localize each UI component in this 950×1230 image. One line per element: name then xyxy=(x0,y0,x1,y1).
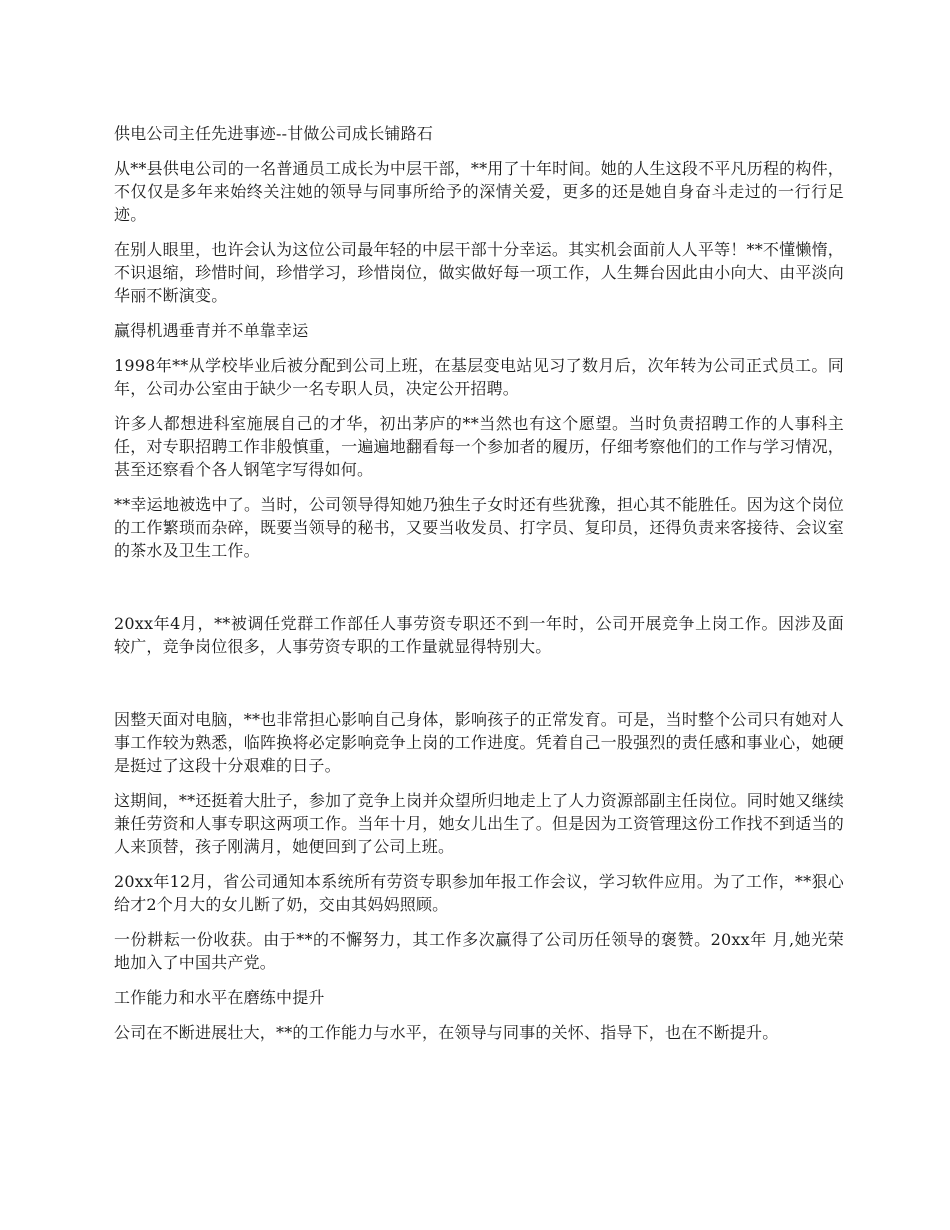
document-title: 供电公司主任先进事迹--甘做公司成长铺路石 xyxy=(114,124,434,143)
paragraph-2: 在别人眼里，也许会认为这位公司最年轻的中层干部十分幸运。其实机会面前人人平等！**不懂懒惰，不识退缩，珍惜时间，珍惜学习，珍惜岗位，做实做好每一项工作，人生舞台因此由小向大、由平淡向华丽不断演变。 xyxy=(114,240,844,305)
paragraph-6: 20xx年4月，**被调任党群工作部任人事劳资专职还不到一年时，公司开展竞争上岗工作。因涉及面较广，竞争岗位很多，人事劳资专职的工作量就显得特别大。 xyxy=(114,614,844,656)
paragraph-10: 一份耕耘一份收获。由于**的不懈努力，其工作多次赢得了公司历任领导的褒赞。20xx年 月,她光荣地加入了中国共产党。 xyxy=(114,930,844,972)
section-heading-2: 工作能力和水平在磨练中提升 xyxy=(114,988,325,1007)
paragraph-8: 这期间，**还挺着大肚子，参加了竞争上岗并众望所归地走上了人力资源部副主任岗位。同时她又继续兼任劳资和人事专职这两项工作。当年十月，她女儿出生了。但是因为工资管理这份工作找不到适当的人来顶替，孩子刚满月，她便回到了公司上班。 xyxy=(114,791,844,856)
blank-gap xyxy=(114,574,844,612)
blank-gap xyxy=(114,670,844,708)
paragraph-11: 公司在不断进展壮大，**的工作能力与水平，在领导与同事的关怀、指导下，也在不断提升。 xyxy=(114,1023,779,1042)
paragraph-1: 从**县供电公司的一名普通员工成长为中层干部，**用了十年时间。她的人生这段不平凡历程的构件，不仅仅是多年来始终关注她的领导与同事所给予的深情关爱，更多的还是她自身奋斗走过的一行行足迹。 xyxy=(114,159,844,224)
section-heading-1: 赢得机遇垂青并不单靠幸运 xyxy=(114,321,309,340)
paragraph-4: 许多人都想进科室施展自己的才华，初出茅庐的**当然也有这个愿望。当时负责招聘工作的人事科主任，对专职招聘工作非般慎重，一遍遍地翻看每一个参加者的履历，仔细考察他们的工作与学习情况，甚至还察看个各人钢笔字写得如何。 xyxy=(114,414,844,479)
document-body xyxy=(114,122,844,1056)
paragraph-5: **幸运地被选中了。当时，公司领导得知她乃独生子女时还有些犹豫，担心其不能胜任。因为这个岗位的工作繁琐而杂碎，既要当领导的秘书，又要当收发员、打字员、复印员，还得负责来客接待、会议室的茶水及卫生工作。 xyxy=(114,495,844,560)
paragraph-7: 因整天面对电脑，**也非常担心影响自己身体，影响孩子的正常发育。可是，当时整个公司只有她对人事工作较为熟悉，临阵换将必定影响竞争上岗的工作进度。凭着自己一股强烈的责任感和事业心，她硬是挺过了这段十分艰难的日子。 xyxy=(114,710,844,775)
paragraph-9: 20xx年12月，省公司通知本系统所有劳资专职参加年报工作会议，学习软件应用。为了工作，**狠心给才2个月大的女儿断了奶，交由其妈妈照顾。 xyxy=(114,872,844,914)
paragraph-3: 1998年**从学校毕业后被分配到公司上班，在基层变电站见习了数月后，次年转为公司正式员工。同年，公司办公室由于缺少一名专职人员，决定公开招聘。 xyxy=(114,356,844,398)
